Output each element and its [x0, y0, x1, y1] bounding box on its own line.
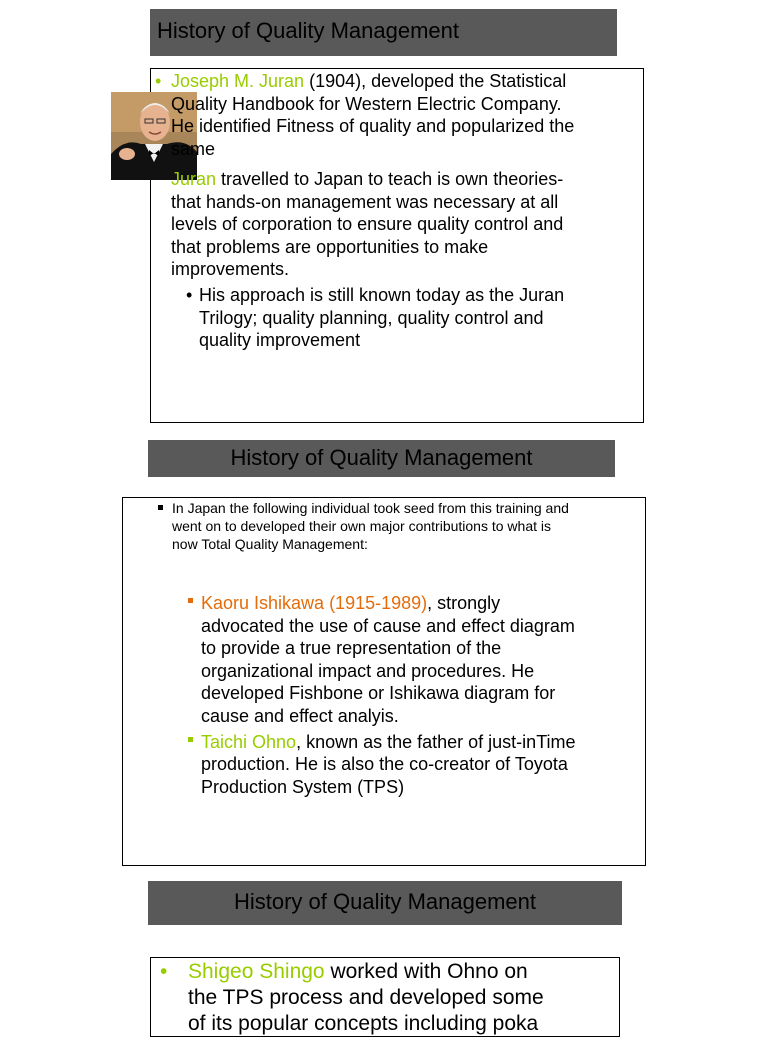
- slide1-para1-line3: He identified Fitness of quality and popularized the: [171, 116, 575, 136]
- slide2-green-square-bullet: [188, 737, 193, 742]
- slide2-square-bullet: [158, 505, 163, 510]
- slide3-title: History of Quality Management: [233, 889, 537, 914]
- slide2-ishikawa-line3: to provide a true representation of the: [201, 638, 502, 658]
- slide2-title-bar: [148, 440, 615, 477]
- slide3-bullet: •: [160, 960, 168, 983]
- juran-name-2: Juran: [171, 169, 217, 189]
- slide2-ishikawa-line2: advocated the use of cause and effect diagram: [201, 616, 575, 636]
- slide1-para1-line1: [171, 70, 566, 93]
- slide1-sub-line3: quality improvement: [199, 330, 361, 350]
- slide2-ohno-line2: production. He is also the co-creator of Toyota: [201, 754, 568, 774]
- slide1-para2-line2: that hands-on management was necessary at all: [171, 192, 559, 212]
- slide1-para1-line2: Quality Handbook for Western Electric Company.: [171, 94, 562, 114]
- slide3-title-bar: [148, 881, 622, 925]
- slide2-ishikawa-line1: [201, 592, 500, 615]
- slide3-shingo-line2: the TPS process and developed some: [188, 986, 544, 1009]
- slide2-intro-line3: now Total Quality Management:: [172, 536, 368, 552]
- slide2-ohno-text: , known as the father of just-inTime: [296, 732, 576, 752]
- slide2-ishikawa-line4: organizational impact and procedures. He: [201, 661, 535, 681]
- slide1-para2-line1: [171, 168, 563, 191]
- slide1-title: History of Quality Management: [157, 18, 460, 43]
- slide1-title-bar: [150, 9, 617, 56]
- slide2-orange-square-bullet: [188, 598, 193, 603]
- slide1-para2-line3: levels of corporation to ensure quality control and: [171, 214, 564, 234]
- slide1-sub-line2: Trilogy; quality planning, quality control and: [199, 308, 544, 328]
- slide2-ishikawa-line5: developed Fishbone or Ishikawa diagram for: [201, 683, 556, 703]
- slide1-para2-line5: improvements.: [171, 259, 290, 279]
- slide3-shingo-text: worked with Ohno on: [324, 960, 528, 983]
- ishikawa-name: Kaoru Ishikawa (1915-1989): [201, 593, 428, 613]
- slide1-para1-line4: same: [171, 139, 216, 159]
- slide1-bullet-1: •: [155, 71, 162, 91]
- slide1-para2-text: travelled to Japan to teach is own theories-: [216, 169, 564, 189]
- slide1-para1-text: (1904), developed the Statistical: [304, 71, 567, 91]
- juran-name: Joseph M. Juran: [171, 71, 305, 91]
- slide3-shingo-line3: of its popular concepts including poka: [188, 1012, 539, 1035]
- ohno-name: Taichi Ohno: [201, 732, 297, 752]
- slide2-ishikawa-text: , strongly: [427, 593, 501, 613]
- slide2-title: History of Quality Management: [230, 445, 533, 470]
- slide1-para2-line4: that problems are opportunities to make: [171, 237, 489, 257]
- slide1-sub-line1: His approach is still known today as the Juran: [199, 285, 565, 305]
- slide3-shingo-line1: [188, 959, 528, 986]
- slide2-intro-line2: went on to developed their own major contributions to what is: [172, 518, 551, 534]
- slide2-ishikawa-line6: cause and effect analyis.: [201, 706, 399, 726]
- slide2-intro-line1: In Japan the following individual took seed from this training and: [172, 500, 569, 516]
- slide1-sub-bullet: •: [186, 285, 193, 305]
- shingo-name: Shigeo Shingo: [188, 960, 325, 983]
- slide2-ohno-line1: [201, 731, 576, 754]
- slide2-ohno-line3: Production System (TPS): [201, 777, 405, 797]
